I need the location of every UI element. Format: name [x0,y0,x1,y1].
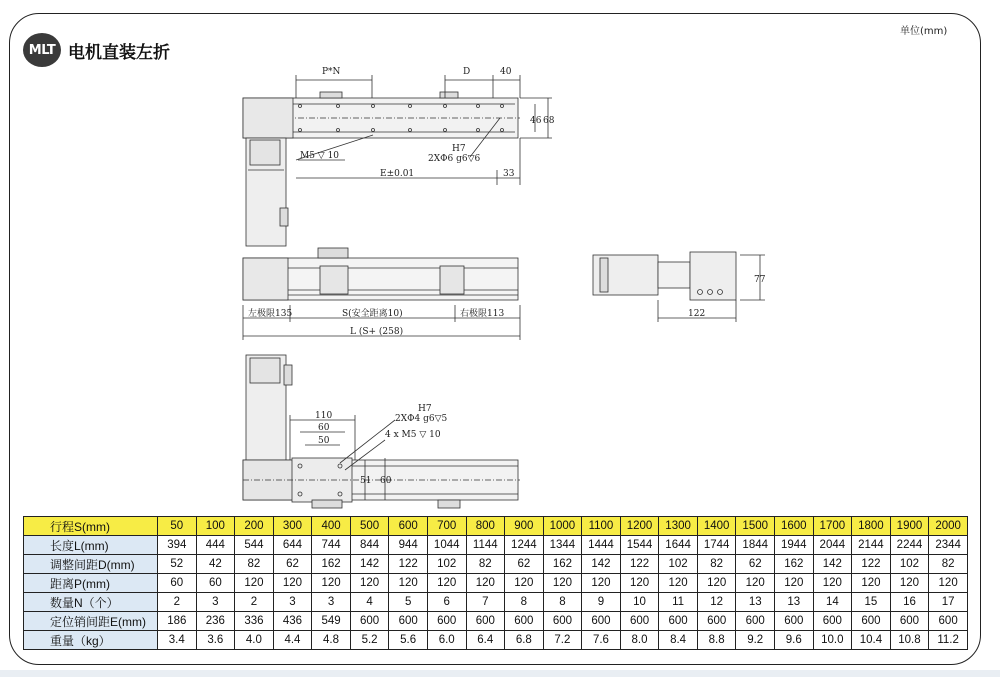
table-cell: 50 [158,517,197,536]
table-cell: 120 [427,574,466,593]
table-cell: 120 [543,574,582,593]
dim-40: 40 [500,67,512,77]
table-cell: 549 [312,612,351,631]
table-cell: 1300 [659,517,698,536]
table-cell: 3.6 [196,631,235,650]
table-cell: 120 [929,574,968,593]
row-label: 调整间距D(mm) [24,555,158,574]
table-cell: 120 [312,574,351,593]
table-cell: 102 [659,555,698,574]
table-cell: 3 [196,593,235,612]
table-cell: 12 [697,593,736,612]
table-cell: 444 [196,536,235,555]
table-cell: 3 [312,593,351,612]
table-cell: 1444 [582,536,621,555]
bottom-bar [0,670,1000,677]
table-cell: 1544 [620,536,659,555]
table-cell: 162 [775,555,814,574]
table-cell: 120 [775,574,814,593]
table-cell: 700 [427,517,466,536]
table-cell: 7 [466,593,505,612]
table-cell: 82 [235,555,274,574]
spec-row [24,593,968,612]
table-cell: 600 [813,612,852,631]
table-cell: 102 [890,555,929,574]
table-cell: 600 [389,612,428,631]
table-cell: 120 [736,574,775,593]
dim-33: 33 [503,169,515,179]
dim-122: 122 [688,309,706,319]
table-cell: 236 [196,612,235,631]
table-cell: 15 [852,593,891,612]
model-badge: MLT [23,33,61,67]
table-cell: 42 [196,555,235,574]
row-label: 定位销间距E(mm) [24,612,158,631]
table-cell: 142 [582,555,621,574]
table-cell: 600 [505,612,544,631]
table-cell: 62 [736,555,775,574]
table-cell: 120 [350,574,389,593]
table-cell: 200 [235,517,274,536]
table-cell: 1744 [697,536,736,555]
table-cell: 400 [312,517,351,536]
table-cell: 120 [890,574,929,593]
table-cell: 8 [543,593,582,612]
table-cell: 13 [775,593,814,612]
table-cell: 600 [929,612,968,631]
note-h7-bottom: H7 [418,404,432,414]
table-cell: 744 [312,536,351,555]
table-cell: 3.4 [158,631,197,650]
table-cell: 60 [196,574,235,593]
unit-label: 单位(mm) [900,26,948,37]
table-cell: 14 [813,593,852,612]
table-cell: 162 [543,555,582,574]
table-cell: 10.4 [852,631,891,650]
table-cell: 600 [350,612,389,631]
table-cell: 1144 [466,536,505,555]
table-cell: 4.8 [312,631,351,650]
stroke-label: S(安全距离10) [342,309,403,319]
table-cell: 120 [389,574,428,593]
table-cell: 52 [158,555,197,574]
table-cell: 600 [890,612,929,631]
table-cell: 2 [158,593,197,612]
table-cell: 394 [158,536,197,555]
table-cell: 5.2 [350,631,389,650]
length-label: L (S+ (258) [350,327,404,337]
dim-d: D [463,67,471,77]
table-cell: 120 [582,574,621,593]
spec-table [23,516,968,650]
table-cell: 11 [659,593,698,612]
table-cell: 82 [697,555,736,574]
dim-50: 50 [318,436,330,446]
table-cell: 6.8 [505,631,544,650]
table-cell: 60 [158,574,197,593]
table-cell: 1344 [543,536,582,555]
table-cell: 2244 [890,536,929,555]
table-cell: 1700 [813,517,852,536]
table-cell: 62 [273,555,312,574]
dim-77: 77 [754,275,766,285]
table-cell: 186 [158,612,197,631]
table-cell: 142 [350,555,389,574]
table-cell: 6.4 [466,631,505,650]
table-cell: 600 [466,612,505,631]
table-cell: 2 [235,593,274,612]
dim-60-vertical: 60 [380,476,392,486]
table-cell: 120 [273,574,312,593]
row-label: 数量N（个） [24,593,158,612]
table-cell: 1400 [697,517,736,536]
table-cell: 600 [852,612,891,631]
dim-110: 110 [315,411,333,421]
table-cell: 2000 [929,517,968,536]
table-cell: 5 [389,593,428,612]
table-cell: 300 [273,517,312,536]
table-cell: 162 [312,555,351,574]
table-cell: 1244 [505,536,544,555]
table-cell: 120 [466,574,505,593]
spec-row [24,631,968,650]
table-cell: 120 [659,574,698,593]
table-cell: 4 [350,593,389,612]
table-cell: 10 [620,593,659,612]
table-cell: 1200 [620,517,659,536]
table-cell: 1600 [775,517,814,536]
table-cell: 82 [929,555,968,574]
table-cell: 600 [775,612,814,631]
dim-e: E±0.01 [380,169,415,179]
table-cell: 2344 [929,536,968,555]
table-cell: 800 [466,517,505,536]
table-cell: 544 [235,536,274,555]
end-view [593,252,765,322]
table-cell: 600 [582,612,621,631]
row-label: 重量（kg） [24,631,158,650]
table-cell: 7.2 [543,631,582,650]
top-view [243,75,552,246]
spec-row [24,612,968,631]
table-cell: 1800 [852,517,891,536]
table-cell: 16 [890,593,929,612]
spec-row [24,574,968,593]
table-cell: 142 [813,555,852,574]
table-cell: 600 [543,612,582,631]
dim-68: 68 [543,116,555,126]
table-cell: 6 [427,593,466,612]
table-cell: 120 [813,574,852,593]
table-cell: 600 [427,612,466,631]
table-cell: 600 [389,517,428,536]
table-cell: 4.4 [273,631,312,650]
table-cell: 2044 [813,536,852,555]
table-cell: 9.2 [736,631,775,650]
table-cell: 120 [697,574,736,593]
table-cell: 10.8 [890,631,929,650]
right-limit: 右极限113 [460,309,505,319]
table-cell: 600 [620,612,659,631]
table-cell: 8.4 [659,631,698,650]
table-cell: 122 [389,555,428,574]
spec-row [24,517,968,536]
table-cell: 944 [389,536,428,555]
row-label: 行程S(mm) [24,517,158,536]
table-cell: 11.2 [929,631,968,650]
table-cell: 1000 [543,517,582,536]
table-cell: 120 [235,574,274,593]
table-cell: 600 [736,612,775,631]
table-cell: 500 [350,517,389,536]
table-cell: 1644 [659,536,698,555]
spec-row [24,555,968,574]
spec-row [24,536,968,555]
table-cell: 8 [505,593,544,612]
table-cell: 120 [620,574,659,593]
table-cell: 6.0 [427,631,466,650]
table-cell: 9 [582,593,621,612]
table-cell: 10.0 [813,631,852,650]
note-pin-bottom: 2XΦ4 g6▽5 [395,414,448,424]
note-pin: 2XΦ6 g6▽6 [428,154,481,164]
table-cell: 9.6 [775,631,814,650]
row-label: 长度L(mm) [24,536,158,555]
table-cell: 1944 [775,536,814,555]
table-cell: 844 [350,536,389,555]
table-cell: 62 [505,555,544,574]
table-cell: 2144 [852,536,891,555]
table-cell: 1100 [582,517,621,536]
table-cell: 600 [697,612,736,631]
note-m5-bottom: 4 x M5 ▽ 10 [385,430,441,440]
table-cell: 900 [505,517,544,536]
table-cell: 1844 [736,536,775,555]
table-cell: 3 [273,593,312,612]
dim-60: 60 [318,423,330,433]
table-cell: 8.8 [697,631,736,650]
page-title: 电机直装左折 [68,43,170,63]
table-cell: 5.6 [389,631,428,650]
table-cell: 120 [505,574,544,593]
table-cell: 4.0 [235,631,274,650]
dim-pn: P*N [322,67,341,77]
table-cell: 82 [466,555,505,574]
table-cell: 102 [427,555,466,574]
table-cell: 1500 [736,517,775,536]
table-cell: 436 [273,612,312,631]
table-cell: 13 [736,593,775,612]
table-cell: 600 [659,612,698,631]
row-label: 距离P(mm) [24,574,158,593]
dim-46: 46 [530,116,542,126]
table-cell: 120 [852,574,891,593]
table-cell: 1900 [890,517,929,536]
table-cell: 8.0 [620,631,659,650]
table-cell: 17 [929,593,968,612]
table-cell: 644 [273,536,312,555]
dim-51: 51 [360,476,372,486]
table-cell: 7.6 [582,631,621,650]
note-h7: H7 [452,144,466,154]
left-limit: 左极限135 [248,309,293,319]
table-cell: 122 [620,555,659,574]
note-m5: M5 ▽ 10 [300,151,340,161]
table-cell: 122 [852,555,891,574]
table-cell: 336 [235,612,274,631]
table-cell: 100 [196,517,235,536]
table-cell: 1044 [427,536,466,555]
